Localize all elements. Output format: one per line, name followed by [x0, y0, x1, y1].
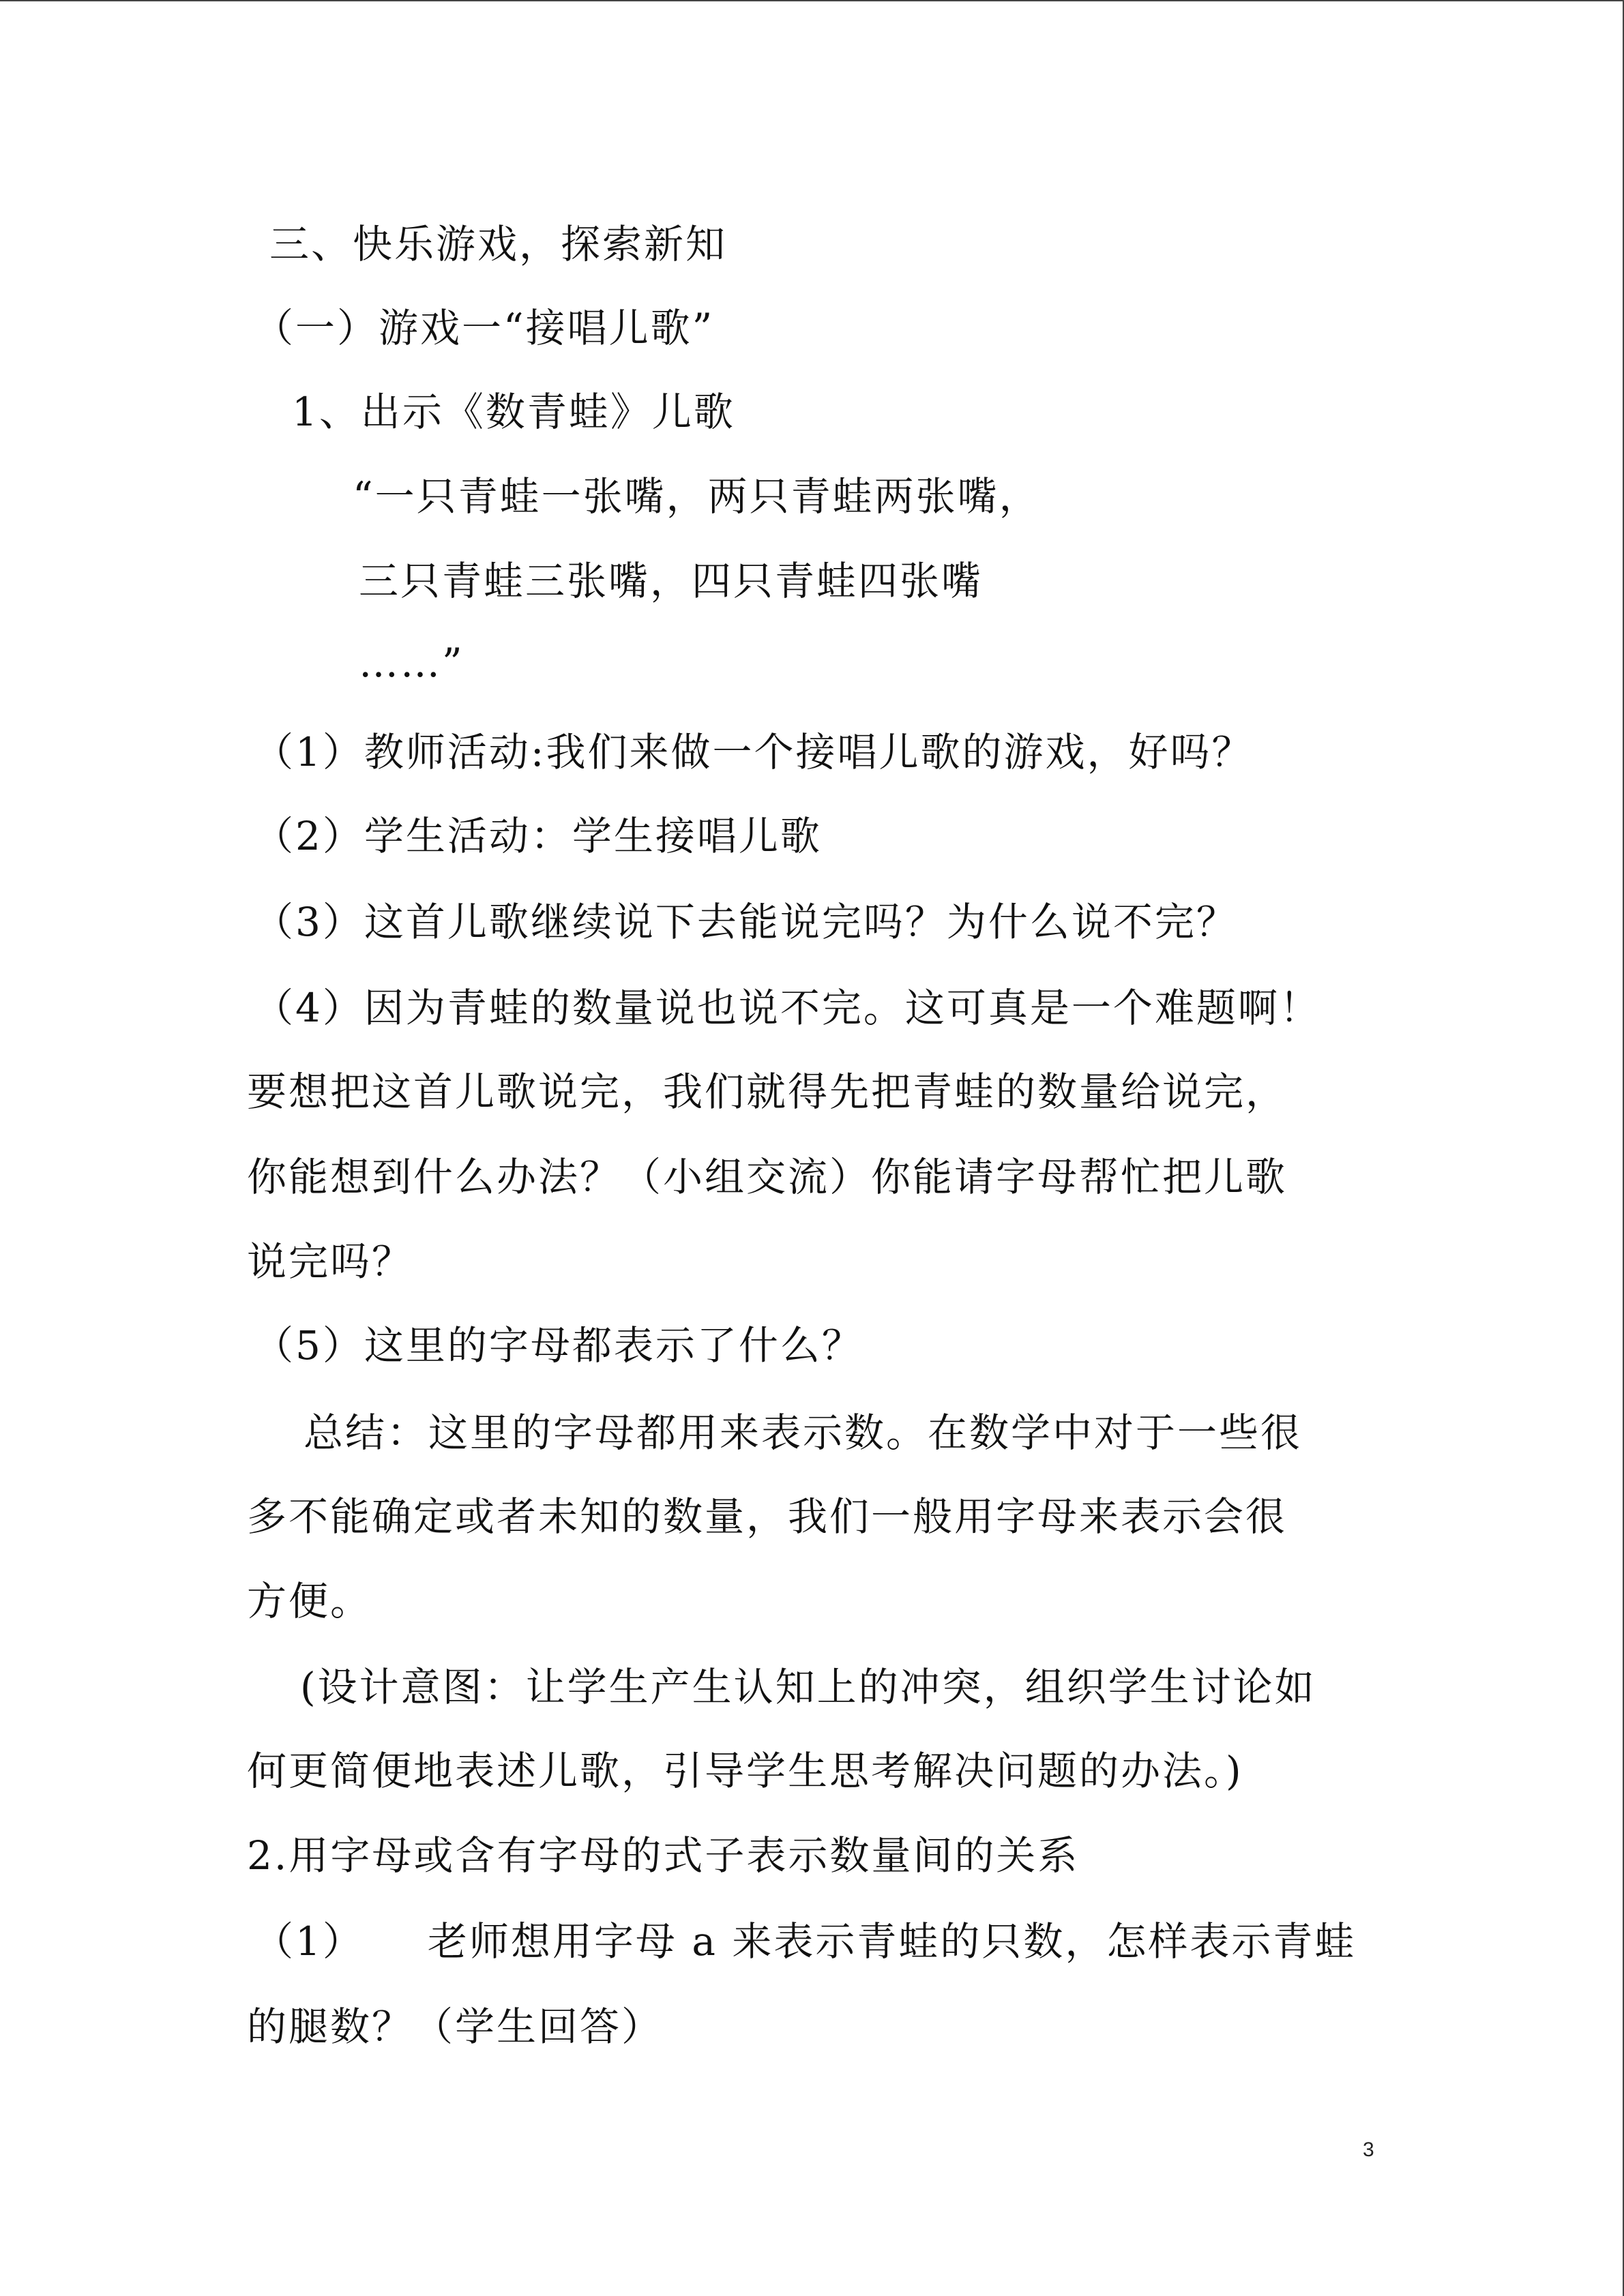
paragraph-line: 说完吗？	[247, 1238, 414, 1285]
paragraph-line: 你能想到什么办法？（小组交流）你能请字母帮忙把儿歌	[247, 1154, 1288, 1200]
paragraph-line: （1）教师活动:我们来做一个接唱儿歌的游戏，好吗？	[254, 729, 1254, 775]
design-intent-line: 何更简便地表述儿歌，引导学生思考解决问题的办法。)	[247, 1748, 1243, 1794]
list-item-title: 1、出示《数青蛙》儿歌	[292, 389, 735, 435]
summary-line: 总结：这里的字母都用来表示数。在数学中对于一些很	[304, 1410, 1303, 1456]
summary-line: 方便。	[247, 1578, 372, 1624]
paragraph-line: （2）学生活动：学生接唱儿歌	[254, 813, 822, 859]
paragraph-line: （3）这首儿歌继续说下去能说完吗？为什么说不完？	[254, 899, 1238, 945]
design-intent-line: (设计意图：让学生产生认知上的冲突，组织学生讨论如	[300, 1664, 1316, 1710]
song-line-1: “一只青蛙一张嘴，两只青蛙两张嘴，	[353, 473, 1041, 520]
subsection-heading: （一）游戏一“接唱儿歌”	[254, 305, 715, 351]
song-line-3: ……”	[359, 640, 464, 686]
paragraph-line: 要想把这首儿歌说完，我们就得先把青蛙的数量给说完，	[247, 1069, 1288, 1115]
paragraph-line: （5）这里的字母都表示了什么？	[254, 1322, 863, 1369]
summary-line: 多不能确定或者未知的数量，我们一般用字母来表示会很	[247, 1493, 1288, 1540]
list-item-title: 2.用字母或含有字母的式子表示数量间的关系	[247, 1832, 1080, 1879]
paragraph-line: （1） 老师想用字母 a 来表示青蛙的只数，怎样表示青蛙	[254, 1918, 1357, 1965]
paragraph-line: 的腿数？（学生回答）	[247, 2003, 664, 2050]
song-line-2: 三只青蛙三张嘴，四只青蛙四张嘴	[359, 558, 984, 604]
paragraph-line: （4）因为青蛙的数量说也说不完。这可真是一个难题啊！	[254, 985, 1321, 1031]
section-heading: 三、快乐游戏，探索新知	[269, 221, 728, 267]
page-number: 3	[1363, 2138, 1374, 2161]
